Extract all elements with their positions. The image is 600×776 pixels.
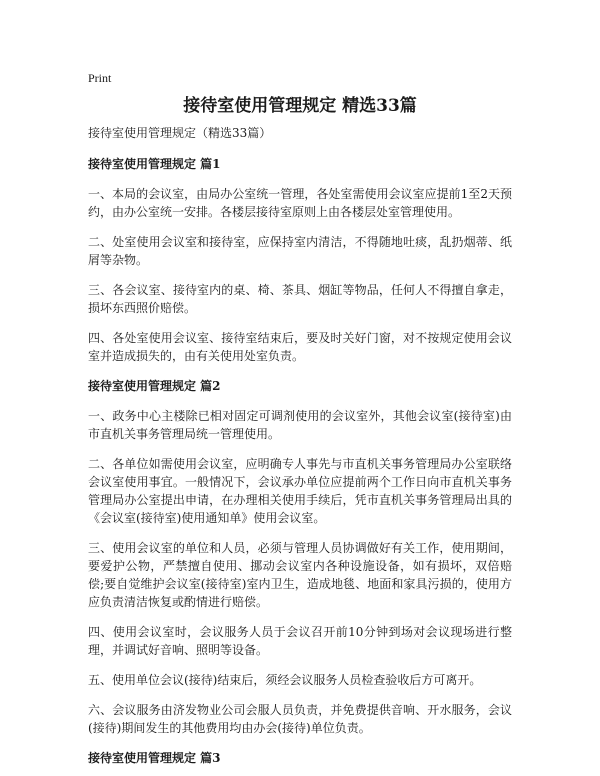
paragraph: 二、各单位如需使用会议室，应明确专人事先与市直机关事务管理局办公室联络会议室使用事宜。一般情况下，会议承办单位应提前两个工作日向市直机关事务管理局办公室提出申请，在办理相关使用手续后，凭市直机关事务管理局出具的《会议室(接待室)使用通知单》使用会议室。	[88, 457, 512, 525]
paragraph: 三、各会议室、接待室内的桌、椅、茶具、烟缸等物品，任何人不得擅自拿走，损坏东西照价赔偿。	[88, 283, 512, 315]
section-heading-3: 接待室使用管理规定 篇3	[88, 751, 221, 765]
print-label[interactable]: Print	[88, 71, 112, 85]
paragraph: 四、各处室使用会议室、接待室结束后，要及时关好门窗，对不按规定使用会议室并造成损失的，由有关使用处室负责。	[88, 331, 512, 363]
paragraph: 三、使用会议室的单位和人员，必须与管理人员协调做好有关工作，使用期间，要爱护公物，严禁擅自使用、挪动会议室内各种设施设备，如有损坏，双倍赔偿;要自觉维护会议室(接待室)室内卫生，造成地毯、地面和家具污损的，使用方应负责清洁恢复或酌情进行赔偿。	[88, 541, 512, 609]
paragraph: 一、政务中心主楼除已相对固定可调剂使用的会议室外，其他会议室(接待室)由市直机关事务管理局统一管理使用。	[88, 409, 512, 441]
document-subtitle: 接待室使用管理规定（精选33篇）	[88, 126, 272, 140]
paragraph: 一、本局的会议室，由局办公室统一管理，各处室需使用会议室应提前1至2天预约，由办公室统一安排。各楼层接待室原则上由各楼层处室管理使用。	[88, 187, 512, 219]
paragraph: 五、使用单位会议(接待)结束后，须经会议服务人员检查验收后方可离开。	[88, 673, 482, 687]
paragraph: 六、会议服务由济发物业公司会服人员负责，并免费提供音响、开水服务，会议(接待)期间发生的其他费用均由办会(接待)单位负责。	[88, 703, 512, 735]
section-heading-1: 接待室使用管理规定 篇1	[88, 157, 221, 171]
document-title: 接待室使用管理规定 精选33篇	[183, 96, 417, 116]
paragraph: 二、处室使用会议室和接待室，应保持室内清洁，不得随地吐痰，乱扔烟蒂、纸屑等杂物。	[88, 235, 512, 267]
paragraph: 四、使用会议室时，会议服务人员于会议召开前10分钟到场对会议现场进行整理，并调试好音响、照明等设备。	[88, 625, 512, 657]
section-heading-2: 接待室使用管理规定 篇2	[88, 379, 221, 393]
